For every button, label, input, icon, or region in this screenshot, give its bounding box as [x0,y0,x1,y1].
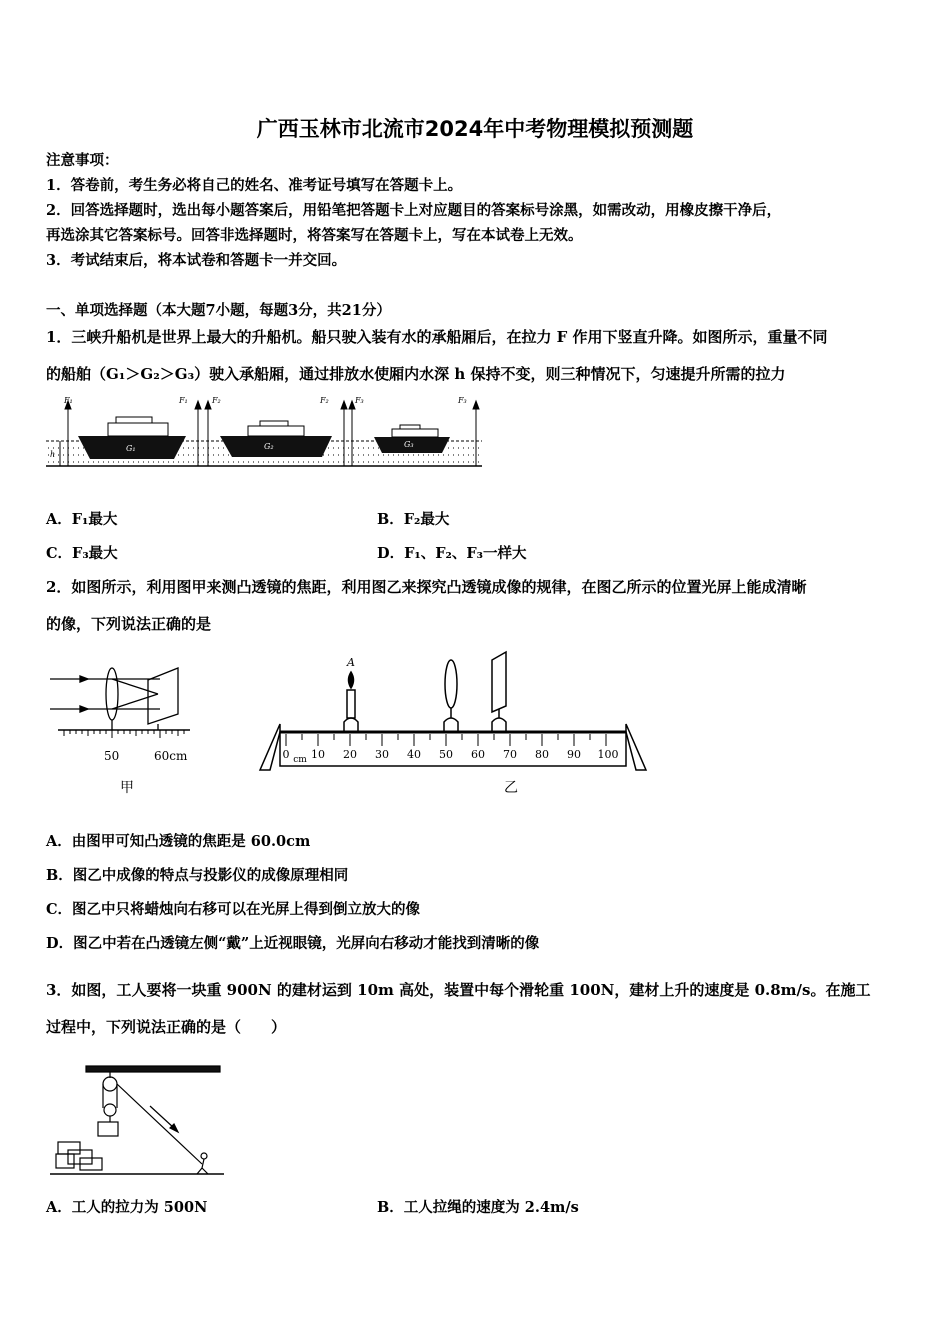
yi-tick: 50 [439,748,453,761]
yi-ruler-ticks [286,734,606,746]
yi-tick: 10 [311,748,325,761]
label-g3: G₃ [404,440,414,449]
notice-item: 3．考试结束后，将本试卷和答题卡一并交回。 [46,252,347,269]
jia-caption: 甲 [120,780,134,796]
notice-item: 再选涂其它答案标号。回答非选择题时，将答案写在答题卡上，写在本试卷上无效。 [46,227,583,244]
yi-candle-label: A [347,656,355,669]
notice-heading: 注意事项： [46,152,119,169]
yi-unit: cm [293,755,307,765]
jia-tick-60: 60cm [154,749,188,763]
yi-tick: 60 [471,748,485,761]
q3-pulley-figure [50,1064,230,1180]
yi-caption: 乙 [504,780,518,796]
q2-option-a[interactable]: A．由图甲可知凸透镜的焦距是 60.0cm [46,833,311,850]
label-f3-left: F₃ [355,396,364,405]
notice-item: 1．答卷前，考生务必将自己的姓名、准考证号填写在答题卡上。 [46,177,463,194]
label-h: h [50,450,56,459]
q3-stem-line1: 3．如图，工人要将一块重 900N 的建材运到 10m 高处，装置中每个滑轮重 100N，建材上升的速度是 0.8m/s。在施工 [46,981,871,999]
yi-tick: 100 [597,748,619,761]
notice-item: 2．回答选择题时，选出每小题答案后，用铅笔把答题卡上对应题目的答案标号涂黑，如需改动，用橡皮擦干净后， [46,202,782,219]
q1-stem-line1: 1．三峡升船机是世界上最大的升船机。船只驶入装有水的承船厢后，在拉力 F 作用下竖直升降。如图所示，重量不同 [46,328,828,346]
yi-tick: 30 [375,748,389,761]
q2-stem-line2: 的像，下列说法正确的是 [46,615,212,633]
label-g2: G₂ [264,442,274,451]
q1-option-d[interactable]: D．F₁、F₂、F₃一样大 [377,545,527,562]
yi-tick: 90 [567,748,581,761]
q3-option-a[interactable]: A．工人的拉力为 500N [46,1199,208,1216]
q1-ship-lift-figure [46,393,482,475]
q2-option-d[interactable]: D．图乙中若在凸透镜左侧“戴”上近视眼镜，光屏向右移动才能找到清晰的像 [46,935,540,952]
label-f2-right: F₂ [320,396,329,405]
q3-option-b[interactable]: B．工人拉绳的速度为 2.4m/s [377,1199,579,1216]
label-f1-left: F₁ [64,396,73,405]
q1-option-b[interactable]: B．F₂最大 [377,511,450,528]
q2-figure-jia [50,662,195,797]
q2-figure-yi [258,650,648,800]
yi-tick: 40 [407,748,421,761]
yi-tick: 80 [535,748,549,761]
jia-tick-50: 50 [104,749,120,763]
label-f3-right: F₃ [458,396,467,405]
yi-tick: 0 [282,748,290,761]
q1-option-c[interactable]: C．F₃最大 [46,545,118,562]
yi-tick: 70 [503,748,517,761]
label-g1: G₁ [126,444,136,453]
yi-tick: 20 [343,748,357,761]
section-heading: 一、单项选择题（本大题7小题，每题3分，共21分） [46,302,391,319]
label-f2-left: F₂ [212,396,221,405]
page-title: 广西玉林市北流市2024年中考物理模拟预测题 [256,117,694,141]
q1-stem-line2: 的船舶（G₁＞G₂＞G₃）驶入承船厢，通过排放水使厢内水深 h 保持不变，则三种情况下，匀速提升所需的拉力 [46,365,786,383]
q2-option-b[interactable]: B．图乙中成像的特点与投影仪的成像原理相同 [46,867,349,884]
q1-option-a[interactable]: A．F₁最大 [46,511,118,528]
q2-stem-line1: 2．如图所示，利用图甲来测凸透镜的焦距，利用图乙来探究凸透镜成像的规律，在图乙所示的位置光屏上能成清晰 [46,578,807,596]
q3-stem-line2: 过程中，下列说法正确的是（ ） [46,1018,287,1036]
q2-option-c[interactable]: C．图乙中只将蜡烛向右移可以在光屏上得到倒立放大的像 [46,901,421,918]
label-f1-right: F₁ [179,396,188,405]
